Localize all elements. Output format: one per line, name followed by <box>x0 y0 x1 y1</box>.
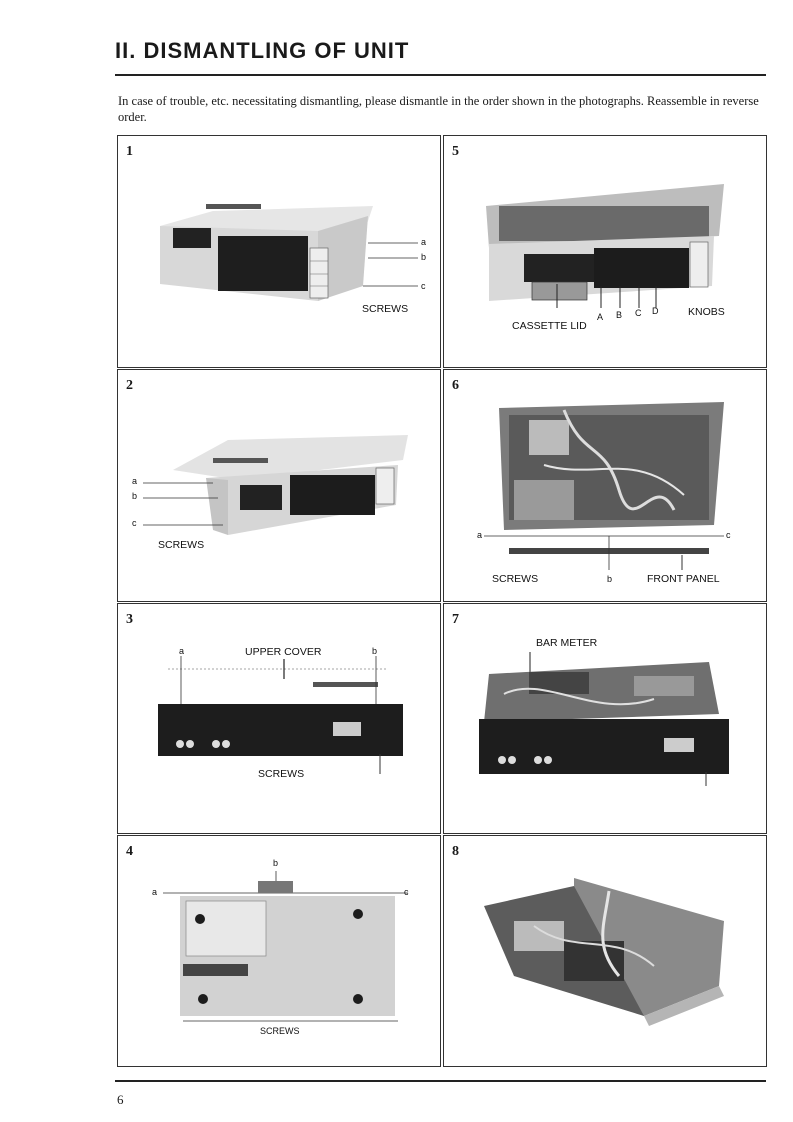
label-D: D <box>652 306 659 316</box>
label-A: A <box>597 312 604 322</box>
panel-number: 5 <box>452 144 459 159</box>
label-b: b <box>372 646 378 656</box>
page-title: II. DISMANTLING OF UNIT <box>115 38 410 63</box>
label-c: c <box>421 281 426 291</box>
unit-front-photo <box>118 136 440 367</box>
panel-number: 2 <box>126 378 133 393</box>
label-a: a <box>152 887 158 897</box>
label-screws: SCREWS <box>158 539 205 551</box>
bar-meter-photo <box>444 604 766 833</box>
label-c: c <box>132 518 137 528</box>
label-B: B <box>616 310 623 320</box>
bottom-rule <box>115 1080 766 1082</box>
label-b: b <box>421 252 427 262</box>
label-b: b <box>273 858 279 868</box>
unit-rear-photo <box>118 604 440 833</box>
photo-panel-4 <box>117 835 441 1067</box>
label-front-panel: FRONT PANEL <box>647 573 720 585</box>
label-screws: SCREWS <box>258 768 305 780</box>
photo-panel-5 <box>443 135 767 368</box>
panel-number: 4 <box>126 844 133 859</box>
unit-side-photo <box>118 370 440 601</box>
label-a: a <box>421 237 427 247</box>
panel-number: 1 <box>126 144 133 159</box>
label-screws: SCREWS <box>362 303 409 315</box>
label-a: a <box>132 476 138 486</box>
label-a: a <box>179 646 185 656</box>
photo-panel-3 <box>117 603 441 834</box>
label-cassette-lid: CASSETTE LID <box>512 320 587 332</box>
panel-number: 8 <box>452 844 459 859</box>
label-C: C <box>635 308 642 318</box>
chassis-interior-photo <box>444 370 766 601</box>
chassis-perspective-photo <box>444 836 766 1066</box>
label-bar-meter: BAR METER <box>536 637 598 649</box>
panel-number: 3 <box>126 612 133 627</box>
label-screws: SCREWS <box>260 1026 300 1036</box>
photo-panel-1 <box>117 135 441 368</box>
label-a: a <box>477 530 483 540</box>
panel-number: 7 <box>452 612 459 627</box>
photo-panel-6 <box>443 369 767 602</box>
label-b: b <box>607 574 613 584</box>
photo-panel-2 <box>117 369 441 602</box>
top-rule <box>115 74 766 76</box>
photo-panel-8 <box>443 835 767 1067</box>
label-c: c <box>404 887 409 897</box>
label-knobs: KNOBS <box>688 306 725 318</box>
label-b: b <box>132 491 138 501</box>
photo-panel-7 <box>443 603 767 834</box>
page-number: 6 <box>117 1092 124 1107</box>
label-upper-cover: UPPER COVER <box>245 646 322 658</box>
front-panel-removal-photo <box>444 136 766 367</box>
panel-number: 6 <box>452 378 459 393</box>
intro-text: In case of trouble, etc. necessitating dismantling, please dismantle in the order shown in the photographs. Reassemble in reverse order. <box>118 94 759 124</box>
label-c: c <box>726 530 731 540</box>
label-screws: SCREWS <box>492 573 539 585</box>
